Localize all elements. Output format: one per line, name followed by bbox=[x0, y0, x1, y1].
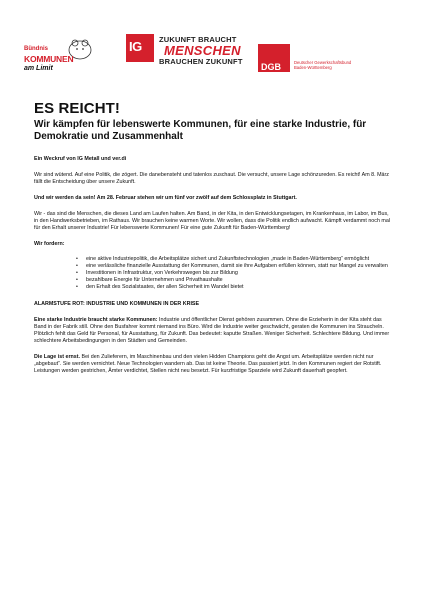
document-body bbox=[34, 100, 394, 375]
partner-logos bbox=[14, 30, 414, 86]
bullet-icon: • bbox=[76, 284, 78, 290]
section-heading-alarm: ALARMSTUFE ROT: INDUSTRIE UND KOMMUNEN IN DER KRISE bbox=[34, 301, 200, 307]
paragraph-text: Bei den Zulieferern, im Maschinenbau und den vielen Hidden Champions geht die Angst um. Arbeitsplätze werden nicht nur „abgebaut“. Sie werden vernichtet. Neue Technologien wandern ab. Das ist keine Theorie. Das passiert jetzt. In den Kommunen regiert der Rotstift. Leistungen werden gestrichen, Ämter verdichtet, Stellen nicht neu besetzt. Für kurzfristige Sparziele wird Zukunft dauerhaft geopfert. bbox=[34, 354, 382, 374]
igmetall-logo-mark: IG bbox=[129, 39, 142, 54]
list-item bbox=[76, 263, 394, 270]
list-item-text: eine verlässliche finanzielle Ausstattung der Kommunen, damit sie ihre Aufgaben erfüllen können, statt nur Mangel zu verwalten bbox=[86, 263, 388, 269]
kommunen-logo-line1: Bündnis bbox=[24, 46, 48, 52]
dgb-logo-mark: DGB bbox=[261, 62, 281, 72]
igmetall-slogan-top: ZUKUNFT BRAUCHT bbox=[159, 35, 237, 44]
kicker: Ein Weckruf von IG Metall und ver.di bbox=[34, 156, 127, 162]
bullet-icon: • bbox=[76, 277, 78, 283]
kommunen-logo-line2: KOMMUNEN bbox=[24, 54, 74, 64]
list-item bbox=[76, 277, 394, 284]
list-item-text: den Erhalt des Sozialstaates, der allen Sicherheit im Wandel bietet bbox=[86, 284, 244, 290]
igmetall-slogan-bottom: BRAUCHEN ZUKUNFT bbox=[159, 57, 243, 66]
paragraph-rally: Und wir werden da sein! Am 28. Februar stehen wir um fünf vor zwölf auf dem Schlossplatz in Stuttgart. bbox=[34, 195, 297, 201]
page-subtitle: Wir kämpfen für lebenswerte Kommunen, für eine starke Industrie, für Demokratie und Zusammenhalt bbox=[34, 119, 367, 142]
bullet-icon: • bbox=[76, 263, 78, 269]
paragraph-industry-communes bbox=[34, 317, 394, 345]
paragraph-situation bbox=[34, 354, 394, 375]
kommunen-logo-line3: am Limit bbox=[24, 65, 53, 72]
paragraph-text: Industrie und öffentlicher Dienst gehören zusammen. Ohne die Erzieherin in der Kita steht das Band in der Fabrik still. Ohne den Busfahrer kommt niemand ins Büro. Wird die Industrie weiter geschwächt, geraten die Kommunen ins Straucheln. Plötzlich fehlt das Geld für Personal, für Ausstattung, für Zukunft. Das bedeutet: kaputte Straßen. Weniger Sicherheit. Schlechtere Bildung. Und immer schlechtere Arbeitsbedingungen in den Städten und Gemeinden. bbox=[34, 317, 390, 344]
dgb-logo-subtitle: Deutscher Gewerkschaftsbund Baden-Württemberg bbox=[294, 60, 352, 70]
page-title: ES REICHT! bbox=[34, 100, 121, 117]
paragraph-lead: Die Lage ist ernst. bbox=[34, 354, 81, 360]
bullet-icon: • bbox=[76, 256, 78, 262]
list-item bbox=[76, 284, 394, 291]
paragraph-lead: Eine starke Industrie braucht starke Kommunen: bbox=[34, 317, 158, 323]
list-item-text: eine aktive Industriepolitik, die Arbeitsplätze sichert und Zukunftstechnologien „made in Baden-Württemberg“ ermöglicht bbox=[86, 256, 370, 262]
igmetall-slogan-middle: MENSCHEN bbox=[164, 43, 241, 58]
bullet-icon: • bbox=[76, 270, 78, 276]
paragraph-anger: Wir sind wütend. Auf eine Politik, die zögert. Die danebensteht und tatenlos zuschaut. Die versucht, unsere Lage schönzureden. Es reicht! Am 8. März fällt die Entscheidung über unsere Zukunft. bbox=[34, 172, 389, 185]
demands-list bbox=[34, 256, 394, 291]
demands-heading: Wir fordern: bbox=[34, 241, 65, 247]
list-item-text: bezahlbare Energie für Unternehmen und Privathaushalte bbox=[86, 277, 223, 283]
paragraph-who-we-are: Wir - das sind die Menschen, die dieses Land am Laufen halten. Am Band, in der Kita, in den Entwicklungsetagen, im Krankenhaus, im Labor, im Bus, in den Handwerksbetrieben, im Rathaus. Wir brauchen keine warmen Worte. Wir wollen, dass die Politik endlich aufwacht. Kämpft verdammt noch mal für den Erhalt unserer Industrie! Für lebenswerte Kommunen! Für eine gute Zukunft für Baden-Württemberg! bbox=[34, 211, 391, 231]
list-item bbox=[76, 270, 394, 277]
list-item-text: Investitionen in Infrastruktur, von Verkehrswegen bis zur Bildung bbox=[86, 270, 238, 276]
list-item bbox=[76, 256, 394, 263]
